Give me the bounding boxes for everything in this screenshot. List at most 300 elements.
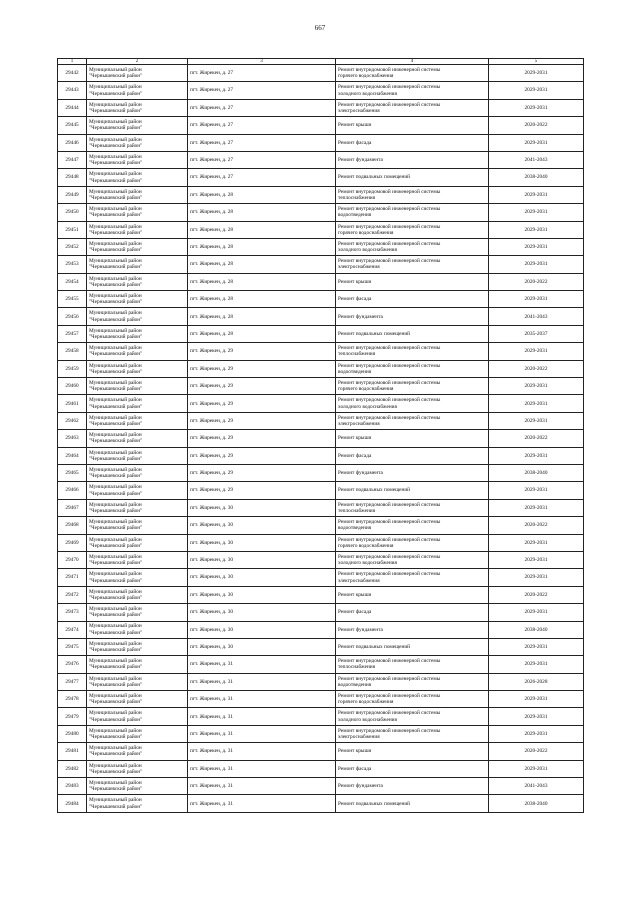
period-cell: 2029-2031 bbox=[489, 65, 584, 82]
row-number-cell: 29468 bbox=[58, 517, 87, 534]
municipality-cell bbox=[87, 534, 188, 551]
municipality-name: "Чернышевский район" bbox=[89, 751, 143, 758]
municipality-name: "Чернышевский район" bbox=[89, 334, 143, 341]
work-type-cell bbox=[336, 708, 489, 725]
period-cell: 2029-2031 bbox=[489, 569, 584, 586]
municipality-cell bbox=[87, 151, 188, 168]
municipality-cell bbox=[87, 325, 188, 342]
address-cell: пгт. Жирекен, д. 30 bbox=[188, 569, 336, 586]
municipality-name: "Чернышевский район" bbox=[89, 247, 143, 254]
address-cell: пгт. Жирекен, д. 29 bbox=[188, 360, 336, 377]
municipality-type: Муниципальный район bbox=[89, 727, 142, 734]
period-cell: 2029-2031 bbox=[489, 343, 584, 360]
address-cell: пгт. Жирекен, д. 27 bbox=[188, 82, 336, 99]
municipality-cell bbox=[87, 134, 188, 151]
address-cell: пгт. Жирекен, д. 29 bbox=[188, 343, 336, 360]
municipality-name: "Чернышевский район" bbox=[89, 264, 143, 271]
row-number-cell: 29453 bbox=[58, 256, 87, 273]
address-cell: пгт. Жирекен, д. 27 bbox=[188, 117, 336, 134]
work-type-cell bbox=[336, 534, 489, 551]
work-type-cell bbox=[336, 778, 489, 795]
table-row bbox=[58, 99, 584, 116]
municipality-type: Муниципальный район bbox=[89, 553, 142, 560]
table-row bbox=[58, 708, 584, 725]
work-type-cell bbox=[336, 691, 489, 708]
column-header-2: 2 bbox=[87, 59, 188, 65]
work-type-cell bbox=[336, 499, 489, 516]
page-number: 667 bbox=[314, 24, 326, 32]
work-type-line-1: Ремонт крыши bbox=[338, 591, 372, 598]
address-cell: пгт. Жирекен, д. 31 bbox=[188, 760, 336, 777]
row-number-cell: 29484 bbox=[58, 795, 87, 812]
work-type-line-2: горячего водоснабжения bbox=[338, 73, 394, 80]
municipality-name: "Чернышевский район" bbox=[89, 160, 143, 167]
municipality-name: "Чернышевский район" bbox=[89, 421, 143, 427]
municipality-cell bbox=[87, 691, 188, 708]
work-type-cell bbox=[336, 186, 489, 203]
address-cell: пгт. Жирекен, д. 31 bbox=[188, 708, 336, 725]
work-type-cell bbox=[336, 169, 489, 186]
work-type-cell bbox=[336, 412, 489, 429]
work-type-cell bbox=[336, 378, 489, 395]
table-row bbox=[58, 638, 584, 655]
municipality-type: Муниципальный район bbox=[89, 588, 142, 595]
row-number-cell: 29457 bbox=[58, 325, 87, 342]
table-row bbox=[58, 186, 584, 203]
table-row bbox=[58, 134, 584, 151]
work-type-line-1: Ремонт внутридомовой инженерной системы bbox=[338, 101, 441, 108]
address-cell: пгт. Жирекен, д. 27 bbox=[188, 134, 336, 151]
row-number-cell: 29473 bbox=[58, 604, 87, 621]
address-cell: пгт. Жирекен, д. 31 bbox=[188, 743, 336, 760]
municipality-name: "Чернышевский район" bbox=[89, 612, 143, 619]
table-row bbox=[58, 256, 584, 273]
address-cell: пгт. Жирекен, д. 31 bbox=[188, 691, 336, 708]
municipality-name: "Чернышевский район" bbox=[89, 229, 143, 236]
municipality-type: Муниципальный район bbox=[89, 675, 142, 682]
row-number-cell: 29480 bbox=[58, 725, 87, 742]
work-type-line-2: водоотведения bbox=[338, 212, 372, 219]
municipality-cell bbox=[87, 795, 188, 812]
row-number-cell: 29470 bbox=[58, 551, 87, 568]
municipality-type: Муниципальный район bbox=[89, 101, 142, 108]
work-type-cell bbox=[336, 221, 489, 238]
municipality-name: "Чернышевский район" bbox=[89, 281, 143, 288]
period-cell: 2020-2022 bbox=[489, 273, 584, 290]
period-cell: 2029-2031 bbox=[489, 221, 584, 238]
work-type-cell bbox=[336, 99, 489, 116]
municipality-name: "Чернышевский район" bbox=[89, 786, 143, 793]
period-cell: 2035-2037 bbox=[489, 325, 584, 342]
address-cell: пгт. Жирекен, д. 28 bbox=[188, 186, 336, 203]
row-number-cell: 29477 bbox=[58, 673, 87, 690]
row-number-cell: 29447 bbox=[58, 151, 87, 168]
address-cell: пгт. Жирекен, д. 28 bbox=[188, 325, 336, 342]
work-type-cell bbox=[336, 482, 489, 499]
table-row bbox=[58, 273, 584, 290]
municipality-type: Муниципальный район bbox=[89, 380, 142, 387]
work-type-line-1: Ремонт внутридомовой инженерной системы bbox=[338, 536, 441, 543]
period-cell: 2029-2031 bbox=[489, 256, 584, 273]
period-cell: 2029-2031 bbox=[489, 708, 584, 725]
row-number-cell: 29443 bbox=[58, 82, 87, 99]
work-type-cell bbox=[336, 65, 489, 82]
work-type-line-2: горячего водоснабжения bbox=[338, 229, 394, 236]
municipality-cell bbox=[87, 430, 188, 447]
municipality-name: "Чернышевский район" bbox=[89, 716, 143, 723]
municipality-name: "Чернышевский район" bbox=[89, 525, 143, 532]
municipality-type: Муниципальный район bbox=[89, 432, 142, 439]
work-type-cell bbox=[336, 273, 489, 290]
municipality-type: Муниципальный район bbox=[89, 119, 142, 126]
period-cell: 2029-2031 bbox=[489, 395, 584, 412]
municipality-name: "Чернышевский район" bbox=[89, 368, 143, 375]
municipality-name: "Чернышевский район" bbox=[89, 699, 143, 706]
municipality-type: Муниципальный район bbox=[89, 449, 142, 456]
address-cell: пгт. Жирекен, д. 28 bbox=[188, 291, 336, 308]
work-type-line-2: водоотведения bbox=[338, 681, 372, 688]
municipality-type: Муниципальный район bbox=[89, 310, 142, 317]
work-type-line-1: Ремонт внутридомовой инженерной системы bbox=[338, 501, 441, 508]
municipality-type: Муниципальный район bbox=[89, 606, 142, 613]
row-number-cell: 29476 bbox=[58, 656, 87, 673]
table-row bbox=[58, 691, 584, 708]
municipality-cell bbox=[87, 412, 188, 429]
municipality-name: "Чернышевский район" bbox=[89, 664, 143, 671]
address-cell: пгт. Жирекен, д. 31 bbox=[188, 778, 336, 795]
work-type-line-2: электроснабжения bbox=[338, 734, 380, 741]
work-type-line-1: Ремонт фасада bbox=[338, 765, 372, 772]
work-type-cell bbox=[336, 204, 489, 221]
table-row bbox=[58, 743, 584, 760]
municipality-cell bbox=[87, 656, 188, 673]
table-row bbox=[58, 447, 584, 464]
municipality-cell bbox=[87, 604, 188, 621]
work-type-line-2: электроснабжения bbox=[338, 107, 380, 114]
municipality-cell bbox=[87, 117, 188, 134]
work-type-line-1: Ремонт внутридомовой инженерной системы bbox=[338, 519, 441, 526]
municipality-name: "Чернышевский район" bbox=[89, 403, 143, 410]
table-row bbox=[58, 238, 584, 255]
address-cell: пгт. Жирекен, д. 28 bbox=[188, 221, 336, 238]
period-cell: 2020-2022 bbox=[489, 360, 584, 377]
row-number-cell: 29446 bbox=[58, 134, 87, 151]
work-type-line-2: горячего водоснабжения bbox=[338, 386, 394, 393]
work-type-cell bbox=[336, 517, 489, 534]
address-cell: пгт. Жирекен, д. 29 bbox=[188, 464, 336, 481]
work-type-cell bbox=[336, 238, 489, 255]
municipality-type: Муниципальный район bbox=[89, 501, 142, 508]
address-cell: пгт. Жирекен, д. 31 bbox=[188, 656, 336, 673]
table-row bbox=[58, 673, 584, 690]
municipality-cell bbox=[87, 517, 188, 534]
municipality-type: Муниципальный район bbox=[89, 623, 142, 630]
row-number-cell: 29442 bbox=[58, 65, 87, 82]
municipality-cell bbox=[87, 499, 188, 516]
table-row bbox=[58, 464, 584, 481]
period-cell: 2029-2031 bbox=[489, 604, 584, 621]
work-type-line-1: Ремонт фундамента bbox=[338, 626, 383, 633]
work-type-cell bbox=[336, 656, 489, 673]
municipality-type: Муниципальный район bbox=[89, 258, 142, 265]
period-cell: 2029-2031 bbox=[489, 134, 584, 151]
period-cell: 2029-2031 bbox=[489, 99, 584, 116]
period-cell: 2020-2022 bbox=[489, 117, 584, 134]
period-cell: 2029-2031 bbox=[489, 499, 584, 516]
municipality-type: Муниципальный район bbox=[89, 362, 142, 369]
municipality-name: "Чернышевский район" bbox=[89, 473, 143, 480]
work-type-cell bbox=[336, 256, 489, 273]
work-type-cell bbox=[336, 795, 489, 812]
table-row bbox=[58, 569, 584, 586]
work-type-line-2: теплоснабжения bbox=[338, 507, 376, 514]
column-header-4: 4 bbox=[336, 59, 489, 65]
municipality-cell bbox=[87, 395, 188, 412]
work-type-line-1: Ремонт внутридомовой инженерной системы bbox=[338, 240, 441, 247]
work-type-line-1: Ремонт подвальных помещений bbox=[338, 800, 410, 807]
table-row bbox=[58, 760, 584, 777]
work-type-line-2: холодного водоснабжения bbox=[338, 90, 397, 97]
table-row bbox=[58, 169, 584, 186]
work-type-line-1: Ремонт внутридомовой инженерной системы bbox=[338, 710, 441, 717]
address-cell: пгт. Жирекен, д. 30 bbox=[188, 586, 336, 603]
period-cell: 2020-2022 bbox=[489, 517, 584, 534]
table-row bbox=[58, 551, 584, 568]
work-type-line-1: Ремонт внутридомовой инженерной системы bbox=[338, 553, 441, 560]
table-row bbox=[58, 325, 584, 342]
municipality-name: "Чернышевский район" bbox=[89, 681, 143, 688]
row-number-cell: 29483 bbox=[58, 778, 87, 795]
municipality-name: "Чернышевский район" bbox=[89, 647, 143, 654]
municipality-cell bbox=[87, 673, 188, 690]
table-row bbox=[58, 430, 584, 447]
address-cell: пгт. Жирекен, д. 30 bbox=[188, 499, 336, 516]
municipality-name: "Чернышевский район" bbox=[89, 542, 143, 549]
work-type-cell bbox=[336, 395, 489, 412]
work-type-cell bbox=[336, 760, 489, 777]
work-type-cell bbox=[336, 117, 489, 134]
work-type-line-2: теплоснабжения bbox=[338, 664, 376, 671]
work-type-line-2: горячего водоснабжения bbox=[338, 699, 394, 706]
work-type-line-1: Ремонт фундамента bbox=[338, 313, 383, 320]
municipality-name: "Чернышевский район" bbox=[89, 560, 143, 567]
municipality-cell bbox=[87, 186, 188, 203]
municipality-name: "Чернышевский район" bbox=[89, 594, 143, 601]
row-number-cell: 29455 bbox=[58, 291, 87, 308]
row-number-cell: 29471 bbox=[58, 569, 87, 586]
work-type-line-1: Ремонт внутридомовой инженерной системы bbox=[338, 188, 441, 195]
period-cell: 2029-2031 bbox=[489, 447, 584, 464]
table-row bbox=[58, 604, 584, 621]
work-type-line-1: Ремонт внутридомовой инженерной системы bbox=[338, 693, 441, 700]
work-type-line-2: теплоснабжения bbox=[338, 194, 376, 201]
row-number-cell: 29472 bbox=[58, 586, 87, 603]
table-row bbox=[58, 534, 584, 551]
municipality-name: "Чернышевский район" bbox=[89, 577, 143, 584]
period-cell: 2038-2040 bbox=[489, 464, 584, 481]
municipality-type: Муниципальный район bbox=[89, 397, 142, 404]
municipality-cell bbox=[87, 343, 188, 360]
address-cell: пгт. Жирекен, д. 31 bbox=[188, 795, 336, 812]
work-type-cell bbox=[336, 360, 489, 377]
address-cell: пгт. Жирекен, д. 29 bbox=[188, 395, 336, 412]
work-type-line-1: Ремонт внутридомовой инженерной системы bbox=[338, 414, 441, 421]
work-type-line-1: Ремонт внутридомовой инженерной системы bbox=[338, 258, 441, 265]
work-type-line-2: холодного водоснабжения bbox=[338, 560, 397, 567]
row-number-cell: 29481 bbox=[58, 743, 87, 760]
work-type-line-1: Ремонт подвальных помещений bbox=[338, 174, 410, 181]
table-row bbox=[58, 117, 584, 134]
table-row bbox=[58, 395, 584, 412]
municipality-type: Муниципальный район bbox=[89, 762, 142, 769]
period-cell: 2029-2031 bbox=[489, 534, 584, 551]
period-cell: 2029-2031 bbox=[489, 482, 584, 499]
address-cell: пгт. Жирекен, д. 30 bbox=[188, 604, 336, 621]
municipality-type: Муниципальный район bbox=[89, 780, 142, 786]
work-type-line-1: Ремонт внутридомовой инженерной системы bbox=[338, 84, 441, 91]
address-cell: пгт. Жирекен, д. 28 bbox=[188, 204, 336, 221]
municipality-name: "Чернышевский район" bbox=[89, 194, 143, 201]
period-cell: 2038-2040 bbox=[489, 169, 584, 186]
row-number-cell: 29456 bbox=[58, 308, 87, 325]
row-number-cell: 29466 bbox=[58, 482, 87, 499]
row-number-cell: 29465 bbox=[58, 464, 87, 481]
row-number-cell: 29454 bbox=[58, 273, 87, 290]
municipality-cell bbox=[87, 273, 188, 290]
address-cell: пгт. Жирекен, д. 31 bbox=[188, 725, 336, 742]
address-cell: пгт. Жирекен, д. 28 bbox=[188, 308, 336, 325]
row-number-cell: 29474 bbox=[58, 621, 87, 638]
municipality-cell bbox=[87, 82, 188, 99]
work-type-cell bbox=[336, 430, 489, 447]
work-type-line-2: электроснабжения bbox=[338, 577, 380, 584]
municipality-cell bbox=[87, 360, 188, 377]
row-number-cell: 29452 bbox=[58, 238, 87, 255]
municipality-cell bbox=[87, 551, 188, 568]
work-type-cell bbox=[336, 586, 489, 603]
work-type-line-1: Ремонт подвальных помещений bbox=[338, 643, 410, 650]
row-number-cell: 29462 bbox=[58, 412, 87, 429]
period-cell: 2029-2031 bbox=[489, 691, 584, 708]
table-row bbox=[58, 656, 584, 673]
address-cell: пгт. Жирекен, д. 27 bbox=[188, 169, 336, 186]
row-number-cell: 29445 bbox=[58, 117, 87, 134]
municipality-type: Муниципальный район bbox=[89, 484, 142, 491]
municipality-type: Муниципальный район bbox=[89, 327, 142, 334]
work-type-line-1: Ремонт фундамента bbox=[338, 157, 383, 164]
municipality-cell bbox=[87, 65, 188, 82]
row-number-cell: 29463 bbox=[58, 430, 87, 447]
work-type-line-1: Ремонт внутридомовой инженерной системы bbox=[338, 675, 441, 682]
municipality-name: "Чернышевский район" bbox=[89, 299, 143, 306]
table-row bbox=[58, 795, 584, 812]
work-type-line-1: Ремонт внутридомовой инженерной системы bbox=[338, 223, 441, 230]
address-cell: пгт. Жирекен, д. 29 bbox=[188, 430, 336, 447]
period-cell: 2041-2043 bbox=[489, 778, 584, 795]
row-number-cell: 29478 bbox=[58, 691, 87, 708]
period-cell: 2029-2031 bbox=[489, 82, 584, 99]
row-number-cell: 29451 bbox=[58, 221, 87, 238]
address-cell: пгт. Жирекен, д. 30 bbox=[188, 517, 336, 534]
municipality-type: Муниципальный район bbox=[89, 571, 142, 578]
row-number-cell: 29482 bbox=[58, 760, 87, 777]
municipality-cell bbox=[87, 378, 188, 395]
table-row bbox=[58, 343, 584, 360]
work-type-line-1: Ремонт крыши bbox=[338, 748, 372, 755]
municipality-type: Муниципальный район bbox=[89, 153, 142, 160]
row-number-cell: 29479 bbox=[58, 708, 87, 725]
municipality-type: Муниципальный район bbox=[89, 745, 142, 752]
table-row bbox=[58, 221, 584, 238]
work-type-line-1: Ремонт фундамента bbox=[338, 470, 383, 477]
table-row bbox=[58, 360, 584, 377]
table-row bbox=[58, 308, 584, 325]
work-type-line-1: Ремонт внутридомовой инженерной системы bbox=[338, 397, 441, 404]
municipality-type: Муниципальный район bbox=[89, 223, 142, 230]
municipality-name: "Чернышевский район" bbox=[89, 90, 143, 97]
municipality-cell bbox=[87, 743, 188, 760]
municipality-name: "Чернышевский район" bbox=[89, 803, 143, 810]
row-number-cell: 29459 bbox=[58, 360, 87, 377]
row-number-cell: 29444 bbox=[58, 99, 87, 116]
work-type-cell bbox=[336, 743, 489, 760]
work-type-line-1: Ремонт внутридомовой инженерной системы bbox=[338, 206, 441, 213]
municipality-cell bbox=[87, 778, 188, 795]
work-type-cell bbox=[336, 604, 489, 621]
work-type-line-1: Ремонт внутридомовой инженерной системы bbox=[338, 658, 441, 665]
address-cell: пгт. Жирекен, д. 27 bbox=[188, 65, 336, 82]
municipality-name: "Чернышевский район" bbox=[89, 125, 143, 132]
municipality-name: "Чернышевский район" bbox=[89, 734, 143, 741]
work-type-line-1: Ремонт крыши bbox=[338, 122, 372, 129]
address-cell: пгт. Жирекен, д. 29 bbox=[188, 447, 336, 464]
work-type-line-1: Ремонт фасада bbox=[338, 609, 372, 616]
table-row bbox=[58, 586, 584, 603]
municipality-type: Муниципальный район bbox=[89, 658, 142, 665]
municipality-name: "Чернышевский район" bbox=[89, 351, 143, 358]
work-type-line-1: Ремонт внутридомовой инженерной системы bbox=[338, 380, 441, 387]
municipality-name: "Чернышевский район" bbox=[89, 73, 143, 80]
municipality-type: Муниципальный район bbox=[89, 84, 142, 91]
address-cell: пгт. Жирекен, д. 30 bbox=[188, 551, 336, 568]
municipality-name: "Чернышевский район" bbox=[89, 386, 143, 393]
capital-repair-table bbox=[57, 58, 584, 813]
work-type-line-1: Ремонт внутридомовой инженерной системы bbox=[338, 66, 441, 73]
municipality-type: Муниципальный район bbox=[89, 275, 142, 282]
municipality-name: "Чернышевский район" bbox=[89, 438, 143, 445]
table-row bbox=[58, 412, 584, 429]
period-cell: 2029-2031 bbox=[489, 725, 584, 742]
period-cell: 2029-2031 bbox=[489, 551, 584, 568]
work-type-cell bbox=[336, 308, 489, 325]
work-type-cell bbox=[336, 569, 489, 586]
work-type-line-1: Ремонт крыши bbox=[338, 435, 372, 442]
work-type-cell bbox=[336, 82, 489, 99]
address-cell: пгт. Жирекен, д. 30 bbox=[188, 638, 336, 655]
period-cell: 2029-2031 bbox=[489, 291, 584, 308]
table-row bbox=[58, 65, 584, 82]
municipality-type: Муниципальный район bbox=[89, 188, 142, 195]
table-row bbox=[58, 204, 584, 221]
period-cell: 2029-2031 bbox=[489, 186, 584, 203]
municipality-type: Муниципальный район bbox=[89, 710, 142, 717]
table-row bbox=[58, 291, 584, 308]
work-type-line-2: теплоснабжения bbox=[338, 351, 376, 358]
column-header-1: 1 bbox=[58, 59, 87, 65]
work-type-cell bbox=[336, 673, 489, 690]
work-type-line-1: Ремонт крыши bbox=[338, 278, 372, 285]
work-type-cell bbox=[336, 343, 489, 360]
